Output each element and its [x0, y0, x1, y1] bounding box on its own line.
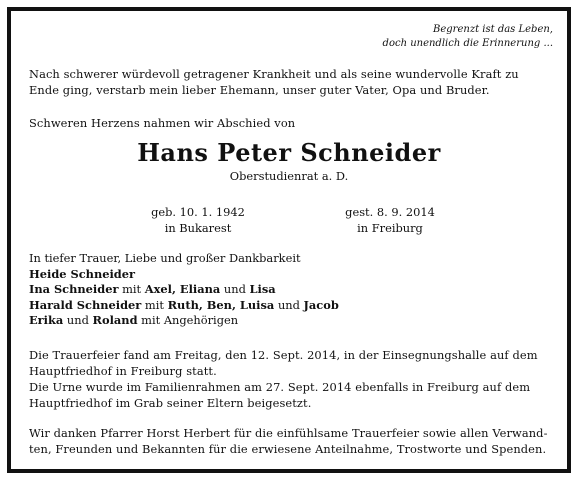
death-place: in Freiburg — [357, 221, 423, 235]
mourner-heide: Heide Schneider — [29, 266, 136, 281]
mourner-line-harald — [29, 298, 339, 314]
mourners-intro: In tiefer Trauer, Liebe und großer Dankbarkeit — [29, 251, 301, 265]
mourner-axel-eliana: Axel, Eliana — [144, 282, 221, 296]
deceased-name: Hans Peter Schneider — [137, 138, 441, 167]
obituary-frame — [7, 7, 571, 473]
birth-place: in Bukarest — [164, 221, 232, 235]
thanks-paragraph — [29, 425, 548, 457]
connector-und: und — [223, 282, 246, 296]
connector-und: und — [277, 297, 300, 312]
birth-date: geb. 10. 1. 1942 — [151, 205, 245, 219]
mourner-relatives: mit Angehörigen — [141, 313, 239, 327]
mourner-line-erika — [29, 313, 339, 329]
connector-mit: mit — [144, 297, 164, 312]
ceremony-line-1: Die Trauerfeier fand am Freitag, den 12. Sept. 2014, in der Einsegnungshalle auf dem — [29, 348, 538, 362]
mourner-line-heide — [29, 267, 339, 283]
ceremony-line-2: Hauptfriedhof in Freiburg statt. — [29, 364, 217, 378]
mourner-erika: Erika — [29, 313, 64, 327]
motto-quote — [383, 23, 553, 51]
motto-line-1: Begrenzt ist das Leben, — [433, 24, 553, 35]
mourner-harald: Harald Schneider — [29, 297, 142, 312]
connector-und: und — [66, 313, 89, 327]
ceremony-line-4: Hauptfriedhof im Grab seiner Eltern beigesetzt. — [29, 396, 312, 410]
mourner-jacob: Jacob — [303, 297, 339, 312]
mourner-roland: Roland — [92, 313, 138, 327]
farewell-line: Schweren Herzens nahmen wir Abschied von — [29, 116, 296, 130]
thanks-line-2: ten, Freunden und Bekannten für die erwiesene Anteilnahme, Trostworte und Spenden. — [29, 442, 547, 456]
ceremony-paragraph — [29, 347, 538, 411]
intro-line-2: Ende ging, verstarb mein lieber Ehemann, unser guter Vater, Opa und Bruder. — [29, 83, 490, 97]
mourners-block — [29, 251, 339, 329]
birth-info — [123, 204, 273, 236]
death-date: gest. 8. 9. 2014 — [345, 205, 435, 219]
death-info — [315, 204, 465, 236]
motto-line-2: doch unendlich die Erinnerung ... — [382, 38, 553, 49]
mourner-ruth-ben-luisa: Ruth, Ben, Luisa — [167, 297, 275, 312]
connector-mit: mit — [122, 282, 142, 296]
mourner-lisa: Lisa — [249, 282, 276, 296]
intro-line-1: Nach schwerer würdevoll getragener Krankheit und als seine wundervolle Kraft zu — [29, 67, 519, 81]
mourner-ina: Ina Schneider — [29, 282, 119, 296]
deceased-title: Oberstudienrat a. D. — [229, 169, 349, 183]
ceremony-line-3: Die Urne wurde im Familienrahmen am 27. Sept. 2014 ebenfalls in Freiburg auf dem — [29, 380, 531, 394]
thanks-line-1: Wir danken Pfarrer Horst Herbert für die einfühlsame Trauerfeier sowie allen Verwand- — [29, 426, 548, 440]
intro-paragraph — [29, 66, 519, 98]
mourner-line-ina — [29, 282, 339, 298]
